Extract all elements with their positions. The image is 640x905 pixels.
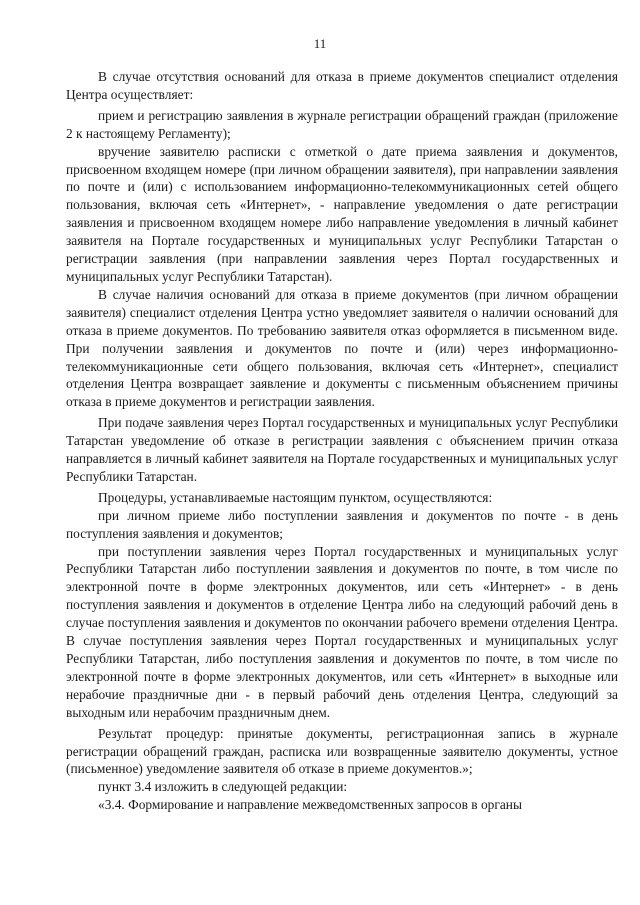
paragraph: В случае наличия оснований для отказа в приеме документов (при личном обращении заявителя) специалист отделения Центра устно уведомляет заявителя о наличии оснований для отказа в приеме документов. По требованию заявителя отказ оформляется в письменном виде. При получении заявления и документов по почте и (или) через информационно-телекоммуникационные сети общего пользования, включая сеть «Интернет», специалист отделения Центра возвращает заявление и документы с письменным объяснением причины отказа в приеме документов и регистрации заявления. [66,286,618,410]
document-body [66,68,618,814]
paragraph: при поступлении заявления через Портал государственных и муниципальных услуг Республики Татарстан либо поступлении заявления и документов по почте, в том числе по электронной почте в форме электронных документов, или сеть «Интернет» - в день поступления заявления и документов в отделение Центра либо на следующий рабочий день в случае поступления заявления и документов по окончании рабочего времени отделения Центра. В случае поступления заявления через Портал государственных и муниципальных услуг Республики Татарстан, либо поступления заявления и документов по почте, в том числе по электронной почте в форме электронных документов, или сеть «Интернет» в выходные или нерабочие праздничные дни - в первый рабочий день отделения Центра, следующий за выходным или нерабочим праздничным днем. [66,543,618,720]
paragraph: В случае отсутствия оснований для отказа в приеме документов специалист отделения Центра осуществляет: [66,69,618,102]
paragraph: вручение заявителю расписки с отметкой о дате приема заявления и документов, присвоенном входящем номере (при личном обращении заявителя), при направлении заявления по почте и (или) с использованием информационно-телекоммуникационных сетей общего пользования, включая сеть «Интернет», - направление уведомления о дате регистрации заявления и присвоенном входящем номере либо направление уведомления в личный кабинет заявителя на Портале государственных и муниципальных услуг Республики Татарстан о регистрации заявления (при направлении заявления через Портал государственных и муниципальных услуг Республики Татарстан). [66,143,618,284]
page-number: 11 [313,36,327,51]
paragraph: Результат процедур: принятые документы, регистрационная запись в журнале регистрации обращений граждан, расписка или возвращенные заявителю документы, устное (письменное) уведомление заявителя об отказе в приеме документов.»; [66,725,618,777]
paragraph: При подаче заявления через Портал государственных и муниципальных услуг Республики Татарстан уведомление об отказе в регистрации заявления с объяснением причин отказа направляется в личный кабинет заявителя на Портале государственных и муниципальных услуг Республики Татарстан. [66,415,618,484]
paragraph: при личном приеме либо поступлении заявления и документов по почте - в день поступления заявления и документов; [66,507,618,541]
paragraph: Процедуры, устанавливаемые настоящим пунктом, осуществляются: [98,489,493,505]
paragraph: «3.4. Формирование и направление межведомственных запросов в органы [98,797,522,813]
paragraph: пункт 3.4 изложить в следующей редакции: [98,779,348,795]
paragraph: прием и регистрацию заявления в журнале регистрации обращений граждан (приложение 2 к настоящему Регламенту); [66,107,618,141]
